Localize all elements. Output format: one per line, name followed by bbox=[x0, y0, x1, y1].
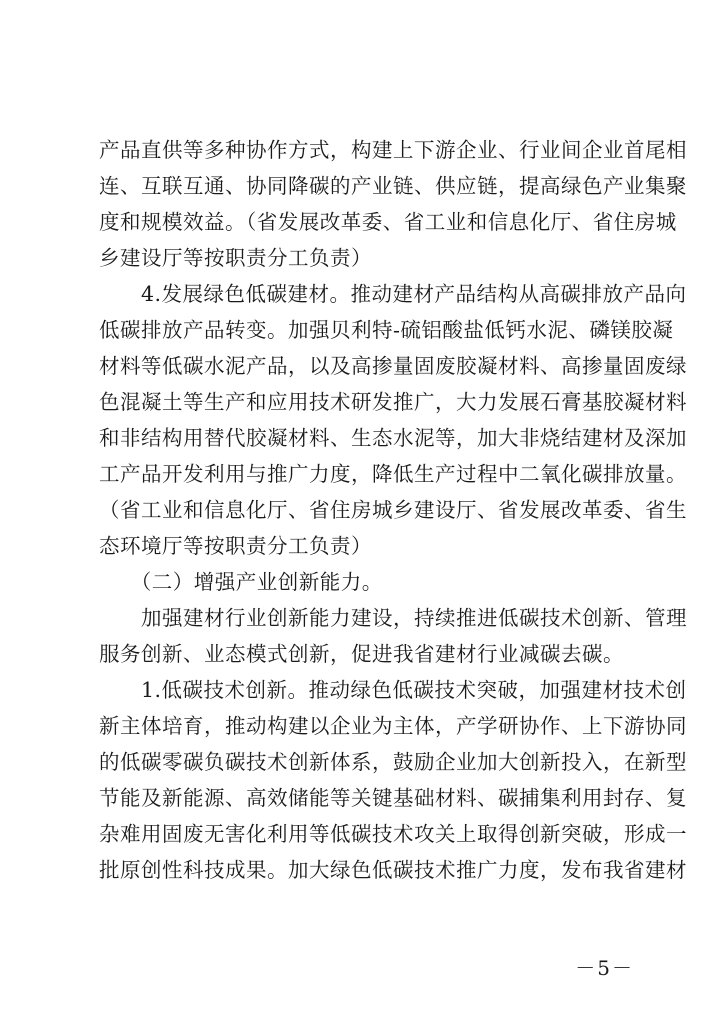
text-line: 服务创新、业态模式创新，促进我省建材行业减碳去碳。 bbox=[99, 642, 624, 666]
text-line: 加强建材行业创新能力建设，持续推进低碳技术创新、管理 bbox=[99, 606, 687, 630]
text-line: 低碳排放产品转变。加强贝利特-硫铝酸盐低钙水泥、磷镁胶凝 bbox=[99, 318, 674, 342]
text-line: 度和规模效益。（省发展改革委、省工业和信息化厅、省住房城 bbox=[99, 210, 677, 234]
text-line: 色混凝土等生产和应用技术研发推广，大力发展石膏基胶凝材料 bbox=[99, 390, 687, 414]
text-line: 连、互联互通、协同降碳的产业链、供应链，提高绿色产业集聚 bbox=[99, 174, 687, 198]
text-line: （省工业和信息化厅、省住房城乡建设厅、省发展改革委、省生 bbox=[99, 498, 687, 522]
text-line: 的低碳零碳负碳技术创新体系，鼓励企业加大创新投入，在新型 bbox=[99, 750, 687, 774]
section-heading: （二）增强产业创新能力。 bbox=[99, 570, 383, 594]
text-line: 材料等低碳水泥产品，以及高掺量固废胶凝材料、高掺量固废绿 bbox=[99, 354, 687, 378]
text-line: 工产品开发利用与推广力度，降低生产过程中二氧化碳排放量。 bbox=[99, 462, 687, 486]
text-line: 批原创性科技成果。加大绿色低碳技术推广力度，发布我省建材 bbox=[99, 858, 687, 882]
text-line: 新主体培育，推动构建以企业为主体，产学研协作、上下游协同 bbox=[99, 714, 687, 738]
text-line: 和非结构用替代胶凝材料、生态水泥等，加大非烧结建材及深加 bbox=[99, 426, 687, 450]
text-line: 4.发展绿色低碳建材。推动建材产品结构从高碳排放产品向 bbox=[99, 282, 687, 306]
text-line: 节能及新能源、高效储能等关键基础材料、碳捕集利用封存、复 bbox=[99, 786, 687, 810]
page-number: －5－ bbox=[575, 956, 634, 980]
text-line: 产品直供等多种协作方式，构建上下游企业、行业间企业首尾相 bbox=[99, 138, 687, 162]
text-line: 乡建设厅等按职责分工负责） bbox=[99, 246, 372, 270]
text-line: 杂难用固废无害化利用等低碳技术攻关上取得创新突破，形成一 bbox=[99, 822, 687, 846]
text-line: 1.低碳技术创新。推动绿色低碳技术突破，加强建材技术创 bbox=[99, 678, 687, 702]
text-line: 态环境厅等按职责分工负责） bbox=[99, 534, 372, 558]
